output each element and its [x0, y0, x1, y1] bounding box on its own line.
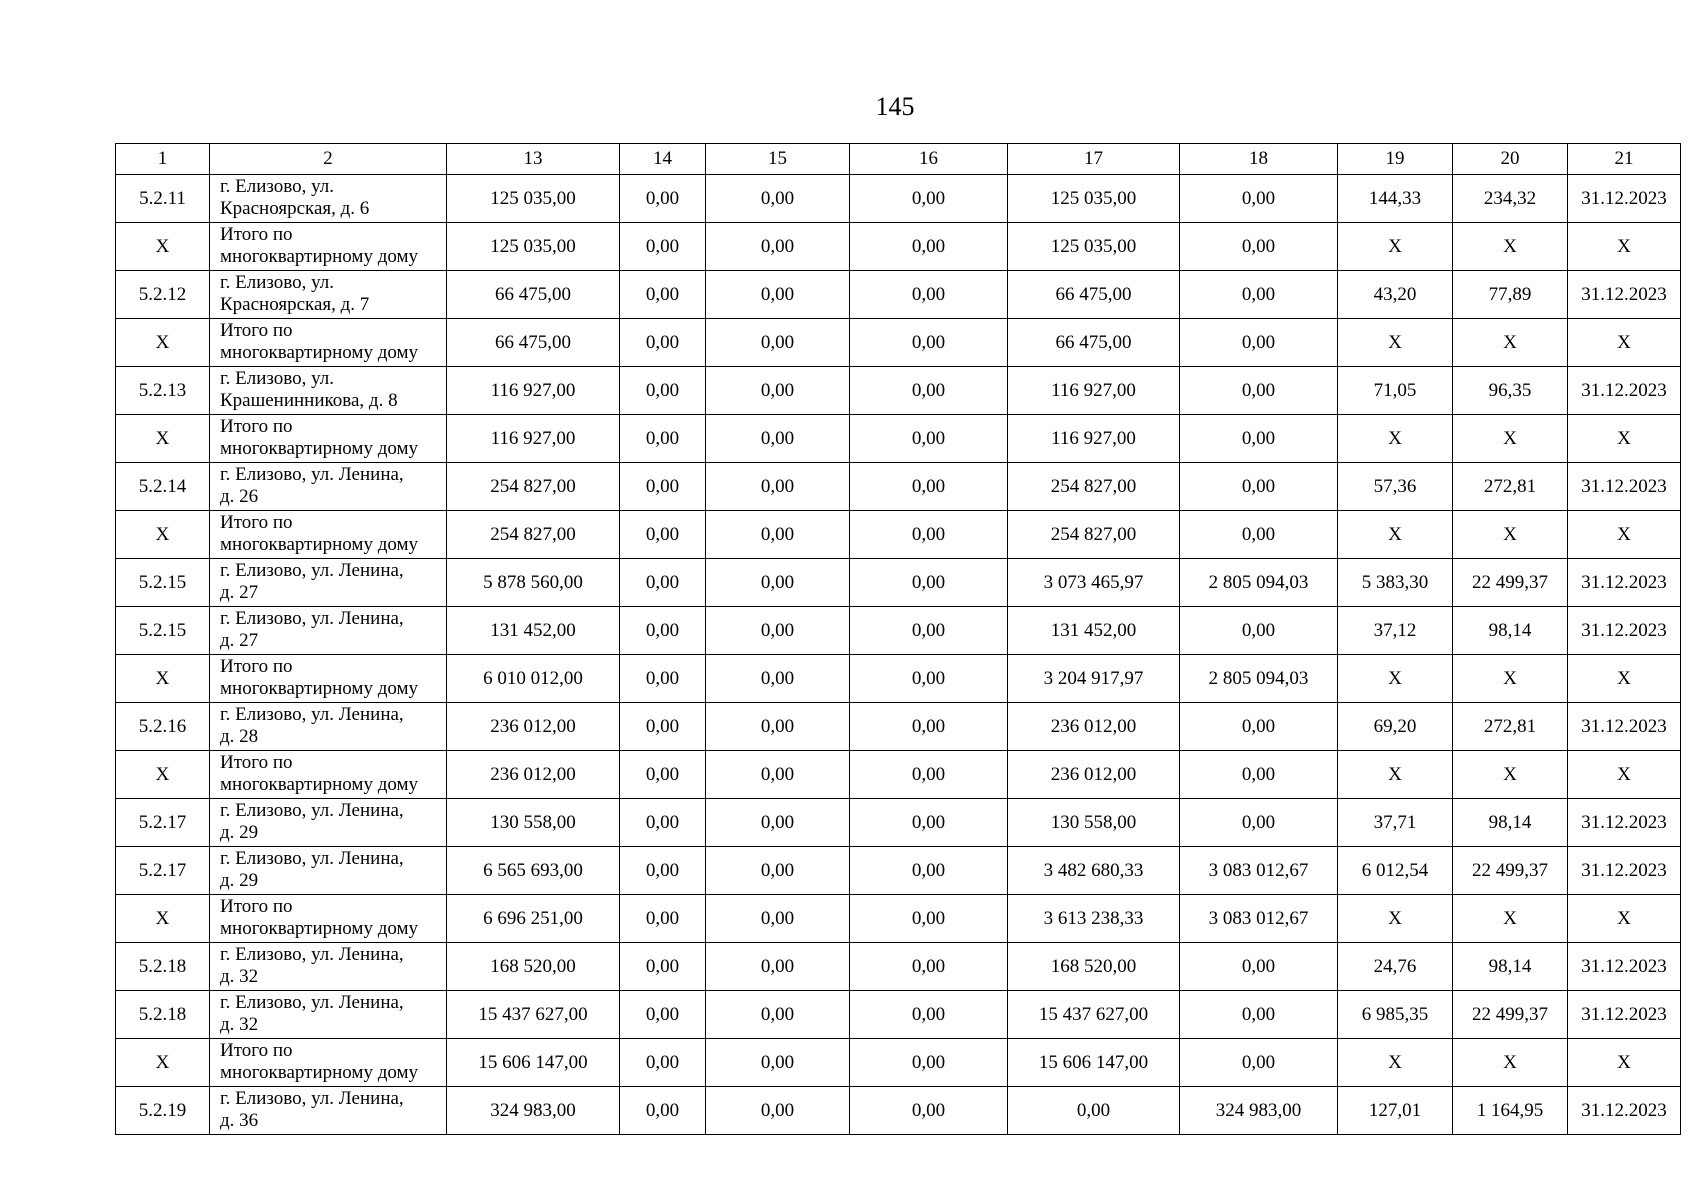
address-cell: г. Елизово, ул. Крашенинникова, д. 8	[210, 367, 447, 415]
table-cell: 31.12.2023	[1568, 799, 1681, 847]
table-cell: 57,36	[1338, 463, 1453, 511]
address-cell: г. Елизово, ул. Ленина, д. 27	[210, 559, 447, 607]
table-cell: Х	[1338, 751, 1453, 799]
table-cell: 0,00	[1180, 751, 1338, 799]
address-cell: Итого по многоквартирному дому	[210, 751, 447, 799]
table-cell: 125 035,00	[447, 175, 620, 223]
column-header: 16	[850, 144, 1008, 175]
address-cell: г. Елизово, ул. Красноярская, д. 7	[210, 271, 447, 319]
table-header-row	[116, 144, 1681, 175]
table-row	[116, 415, 1681, 463]
table-cell: 0,00	[850, 175, 1008, 223]
table-cell: 0,00	[706, 415, 850, 463]
table-cell: 236 012,00	[1008, 751, 1180, 799]
table-cell: 5.2.13	[116, 367, 210, 415]
table-cell: 0,00	[620, 463, 706, 511]
table-cell: 0,00	[706, 751, 850, 799]
address-cell: Итого по многоквартирному дому	[210, 1039, 447, 1087]
table-cell: 0,00	[850, 751, 1008, 799]
table-cell: Х	[1453, 319, 1568, 367]
table-cell: Х	[116, 895, 210, 943]
table-cell: 98,14	[1453, 799, 1568, 847]
table-cell: 0,00	[850, 655, 1008, 703]
table-cell: 0,00	[1180, 607, 1338, 655]
table-cell: 5.2.14	[116, 463, 210, 511]
table-cell: 5.2.17	[116, 799, 210, 847]
address-cell: г. Елизово, ул. Красноярская, д. 6	[210, 175, 447, 223]
table-cell: 0,00	[706, 559, 850, 607]
table-cell: 15 437 627,00	[1008, 991, 1180, 1039]
table-cell: 37,71	[1338, 799, 1453, 847]
table-cell: 127,01	[1338, 1087, 1453, 1135]
table-cell: Х	[1453, 1039, 1568, 1087]
table-cell: 37,12	[1338, 607, 1453, 655]
table-cell: 0,00	[706, 463, 850, 511]
table-cell: 168 520,00	[1008, 943, 1180, 991]
table-row	[116, 991, 1681, 1039]
table-cell: 0,00	[1180, 367, 1338, 415]
table-cell: 0,00	[1180, 799, 1338, 847]
table-cell: 0,00	[1180, 991, 1338, 1039]
table-cell: 0,00	[620, 655, 706, 703]
table-cell: 116 927,00	[447, 367, 620, 415]
table-cell: 2 805 094,03	[1180, 559, 1338, 607]
table-cell: Х	[116, 511, 210, 559]
address-cell: г. Елизово, ул. Ленина, д. 27	[210, 607, 447, 655]
table-cell: 0,00	[620, 943, 706, 991]
table-cell: 31.12.2023	[1568, 991, 1681, 1039]
address-cell: г. Елизово, ул. Ленина, д. 32	[210, 991, 447, 1039]
table-cell: 66 475,00	[447, 271, 620, 319]
table-cell: 0,00	[620, 415, 706, 463]
table-cell: 3 204 917,97	[1008, 655, 1180, 703]
table-cell: 98,14	[1453, 607, 1568, 655]
table-cell: 0,00	[1180, 271, 1338, 319]
table-cell: 3 083 012,67	[1180, 895, 1338, 943]
column-header: 1	[116, 144, 210, 175]
table-cell: 5.2.12	[116, 271, 210, 319]
table-cell: 0,00	[850, 559, 1008, 607]
table-cell: 116 927,00	[1008, 415, 1180, 463]
table-cell: 131 452,00	[1008, 607, 1180, 655]
table-cell: Х	[1568, 655, 1681, 703]
table-cell: 125 035,00	[1008, 223, 1180, 271]
table-cell: 15 606 147,00	[447, 1039, 620, 1087]
table-cell: 31.12.2023	[1568, 943, 1681, 991]
table-cell: 69,20	[1338, 703, 1453, 751]
table-cell: 0,00	[850, 943, 1008, 991]
table-cell: Х	[1568, 415, 1681, 463]
table-cell: 130 558,00	[1008, 799, 1180, 847]
table-cell: 3 482 680,33	[1008, 847, 1180, 895]
table-cell: 324 983,00	[447, 1087, 620, 1135]
table-cell: 125 035,00	[447, 223, 620, 271]
table-cell: 0,00	[850, 799, 1008, 847]
column-header: 14	[620, 144, 706, 175]
table-cell: 0,00	[706, 703, 850, 751]
address-cell: г. Елизово, ул. Ленина, д. 32	[210, 943, 447, 991]
table-row	[116, 799, 1681, 847]
table-row	[116, 223, 1681, 271]
table-row	[116, 511, 1681, 559]
address-cell: г. Елизово, ул. Ленина, д. 36	[210, 1087, 447, 1135]
table-cell: 0,00	[620, 1087, 706, 1135]
table-cell: 0,00	[706, 175, 850, 223]
address-cell: Итого по многоквартирному дому	[210, 655, 447, 703]
table-cell: 0,00	[620, 703, 706, 751]
table-cell: 77,89	[1453, 271, 1568, 319]
table-cell: Х	[116, 655, 210, 703]
address-cell: г. Елизово, ул. Ленина, д. 26	[210, 463, 447, 511]
table-cell: Х	[116, 223, 210, 271]
table-cell: 15 437 627,00	[447, 991, 620, 1039]
table-cell: Х	[1338, 895, 1453, 943]
table-cell: Х	[1338, 319, 1453, 367]
table-cell: 0,00	[850, 223, 1008, 271]
table-cell: 5.2.15	[116, 607, 210, 655]
table-cell: Х	[1453, 655, 1568, 703]
table-cell: 0,00	[706, 799, 850, 847]
table-cell: 2 805 094,03	[1180, 655, 1338, 703]
table-cell: 236 012,00	[447, 751, 620, 799]
table-cell: 96,35	[1453, 367, 1568, 415]
table-cell: 24,76	[1338, 943, 1453, 991]
table-row	[116, 847, 1681, 895]
table-cell: 0,00	[620, 271, 706, 319]
table-cell: 66 475,00	[1008, 271, 1180, 319]
table-cell: 0,00	[1180, 319, 1338, 367]
table-cell: 0,00	[620, 799, 706, 847]
table-cell: Х	[1568, 751, 1681, 799]
column-header: 19	[1338, 144, 1453, 175]
table-cell: 0,00	[1180, 703, 1338, 751]
table-cell: 0,00	[1180, 415, 1338, 463]
table-cell: 31.12.2023	[1568, 607, 1681, 655]
table-cell: Х	[116, 751, 210, 799]
table-cell: 5 878 560,00	[447, 559, 620, 607]
table-cell: Х	[116, 415, 210, 463]
table-cell: 5 383,30	[1338, 559, 1453, 607]
table-cell: 116 927,00	[1008, 367, 1180, 415]
column-header: 2	[210, 144, 447, 175]
table-cell: 0,00	[850, 847, 1008, 895]
table-row	[116, 1087, 1681, 1135]
table-cell: 6 010 012,00	[447, 655, 620, 703]
column-header: 15	[706, 144, 850, 175]
table-cell: 0,00	[706, 607, 850, 655]
table-cell: 5.2.11	[116, 175, 210, 223]
table-cell: 5.2.18	[116, 991, 210, 1039]
table-cell: Х	[1338, 655, 1453, 703]
table-body	[116, 175, 1681, 1135]
table-cell: 0,00	[1180, 463, 1338, 511]
table-cell: 116 927,00	[447, 415, 620, 463]
address-cell: Итого по многоквартирному дому	[210, 895, 447, 943]
table-cell: 324 983,00	[1180, 1087, 1338, 1135]
table-cell: Х	[1453, 511, 1568, 559]
table-cell: 0,00	[850, 367, 1008, 415]
table-cell: 0,00	[850, 703, 1008, 751]
table-cell: Х	[1568, 895, 1681, 943]
data-table	[115, 143, 1681, 1135]
table-cell: 71,05	[1338, 367, 1453, 415]
table-cell: 0,00	[620, 991, 706, 1039]
table-cell: 0,00	[620, 847, 706, 895]
table-cell: 0,00	[850, 319, 1008, 367]
table-cell: 3 083 012,67	[1180, 847, 1338, 895]
table-cell: Х	[116, 1039, 210, 1087]
table-cell: 0,00	[706, 367, 850, 415]
table-row	[116, 463, 1681, 511]
table-cell: Х	[1338, 223, 1453, 271]
table-cell: 66 475,00	[1008, 319, 1180, 367]
table-cell: 1 164,95	[1453, 1087, 1568, 1135]
table-cell: 0,00	[706, 223, 850, 271]
table-cell: 5.2.18	[116, 943, 210, 991]
table-row	[116, 655, 1681, 703]
table-cell: 254 827,00	[1008, 511, 1180, 559]
table-cell: 0,00	[706, 991, 850, 1039]
table-cell: 0,00	[706, 319, 850, 367]
table-cell: 43,20	[1338, 271, 1453, 319]
address-cell: Итого по многоквартирному дому	[210, 415, 447, 463]
table-cell: Х	[1453, 751, 1568, 799]
column-header: 13	[447, 144, 620, 175]
address-cell: г. Елизово, ул. Ленина, д. 29	[210, 799, 447, 847]
table-cell: 22 499,37	[1453, 847, 1568, 895]
table-cell: Х	[1338, 511, 1453, 559]
table-cell: 236 012,00	[1008, 703, 1180, 751]
table-cell: 0,00	[706, 655, 850, 703]
table-cell: 0,00	[850, 511, 1008, 559]
table-cell: 5.2.19	[116, 1087, 210, 1135]
table-cell: 0,00	[706, 943, 850, 991]
table-cell: 31.12.2023	[1568, 847, 1681, 895]
table-cell: 0,00	[706, 847, 850, 895]
table-cell: Х	[1338, 415, 1453, 463]
table-cell: 6 565 693,00	[447, 847, 620, 895]
table-cell: 0,00	[706, 895, 850, 943]
table-cell: 0,00	[620, 751, 706, 799]
table-cell: 125 035,00	[1008, 175, 1180, 223]
table-cell: Х	[1568, 1039, 1681, 1087]
table-cell: 236 012,00	[447, 703, 620, 751]
table-cell: 0,00	[620, 1039, 706, 1087]
table-cell: 98,14	[1453, 943, 1568, 991]
table-row	[116, 319, 1681, 367]
table-cell: 31.12.2023	[1568, 1087, 1681, 1135]
table-cell: 0,00	[620, 223, 706, 271]
table-cell: Х	[1568, 223, 1681, 271]
table-cell: 3 613 238,33	[1008, 895, 1180, 943]
table-cell: 15 606 147,00	[1008, 1039, 1180, 1087]
table-cell: Х	[116, 319, 210, 367]
table-cell: 234,32	[1453, 175, 1568, 223]
table-cell: 0,00	[620, 367, 706, 415]
table-row	[116, 703, 1681, 751]
table-row	[116, 943, 1681, 991]
table-cell: 0,00	[1008, 1087, 1180, 1135]
table-cell: 272,81	[1453, 463, 1568, 511]
column-header: 20	[1453, 144, 1568, 175]
table-cell: 6 696 251,00	[447, 895, 620, 943]
table-cell: 254 827,00	[447, 463, 620, 511]
table-cell: 0,00	[1180, 175, 1338, 223]
address-cell: Итого по многоквартирному дому	[210, 511, 447, 559]
table-cell: 0,00	[850, 415, 1008, 463]
table-cell: 0,00	[620, 559, 706, 607]
table-cell: Х	[1453, 415, 1568, 463]
table-cell: 31.12.2023	[1568, 703, 1681, 751]
address-cell: Итого по многоквартирному дому	[210, 319, 447, 367]
table-cell: 31.12.2023	[1568, 463, 1681, 511]
table-cell: 5.2.15	[116, 559, 210, 607]
table-cell: 0,00	[1180, 943, 1338, 991]
table-cell: 6 985,35	[1338, 991, 1453, 1039]
table-cell: 0,00	[850, 463, 1008, 511]
column-header: 18	[1180, 144, 1338, 175]
table-cell: 66 475,00	[447, 319, 620, 367]
table-cell: 5.2.17	[116, 847, 210, 895]
column-header: 21	[1568, 144, 1681, 175]
table-cell: 6 012,54	[1338, 847, 1453, 895]
table-row	[116, 367, 1681, 415]
table-cell: 0,00	[706, 271, 850, 319]
table-cell: 0,00	[850, 1039, 1008, 1087]
address-cell: г. Елизово, ул. Ленина, д. 28	[210, 703, 447, 751]
table-cell: 0,00	[850, 991, 1008, 1039]
table-cell: Х	[1568, 319, 1681, 367]
table-cell: 130 558,00	[447, 799, 620, 847]
table-cell: 22 499,37	[1453, 991, 1568, 1039]
table-cell: 0,00	[1180, 223, 1338, 271]
table-row	[116, 607, 1681, 655]
table-cell: 0,00	[850, 895, 1008, 943]
address-cell: г. Елизово, ул. Ленина, д. 29	[210, 847, 447, 895]
table-cell: Х	[1453, 223, 1568, 271]
table-row	[116, 895, 1681, 943]
table-cell: Х	[1568, 511, 1681, 559]
table-cell: 0,00	[620, 607, 706, 655]
table-cell: 0,00	[1180, 1039, 1338, 1087]
table-cell: 168 520,00	[447, 943, 620, 991]
table-cell: 144,33	[1338, 175, 1453, 223]
table-cell: 31.12.2023	[1568, 271, 1681, 319]
table-cell: 0,00	[706, 1039, 850, 1087]
table-cell: 0,00	[1180, 511, 1338, 559]
table-row	[116, 175, 1681, 223]
table-cell: 31.12.2023	[1568, 559, 1681, 607]
table-cell: 254 827,00	[1008, 463, 1180, 511]
table-cell: Х	[1338, 1039, 1453, 1087]
table-row	[116, 1039, 1681, 1087]
table-cell: 131 452,00	[447, 607, 620, 655]
table-cell: 254 827,00	[447, 511, 620, 559]
table-row	[116, 559, 1681, 607]
table-row	[116, 751, 1681, 799]
column-header: 17	[1008, 144, 1180, 175]
page-number: 145	[875, 92, 915, 121]
table-row	[116, 271, 1681, 319]
table-cell: 0,00	[850, 607, 1008, 655]
table-cell: 0,00	[620, 319, 706, 367]
table-cell: 0,00	[850, 1087, 1008, 1135]
table-cell: 3 073 465,97	[1008, 559, 1180, 607]
table-cell: 0,00	[850, 271, 1008, 319]
table-cell: 22 499,37	[1453, 559, 1568, 607]
table-cell: 0,00	[620, 175, 706, 223]
table-cell: 0,00	[620, 895, 706, 943]
table-cell: 31.12.2023	[1568, 175, 1681, 223]
address-cell: Итого по многоквартирному дому	[210, 223, 447, 271]
table-cell: 0,00	[620, 511, 706, 559]
table-cell: Х	[1453, 895, 1568, 943]
table-cell: 5.2.16	[116, 703, 210, 751]
table-cell: 31.12.2023	[1568, 367, 1681, 415]
table-cell: 272,81	[1453, 703, 1568, 751]
table-cell: 0,00	[706, 1087, 850, 1135]
table-cell: 0,00	[706, 511, 850, 559]
